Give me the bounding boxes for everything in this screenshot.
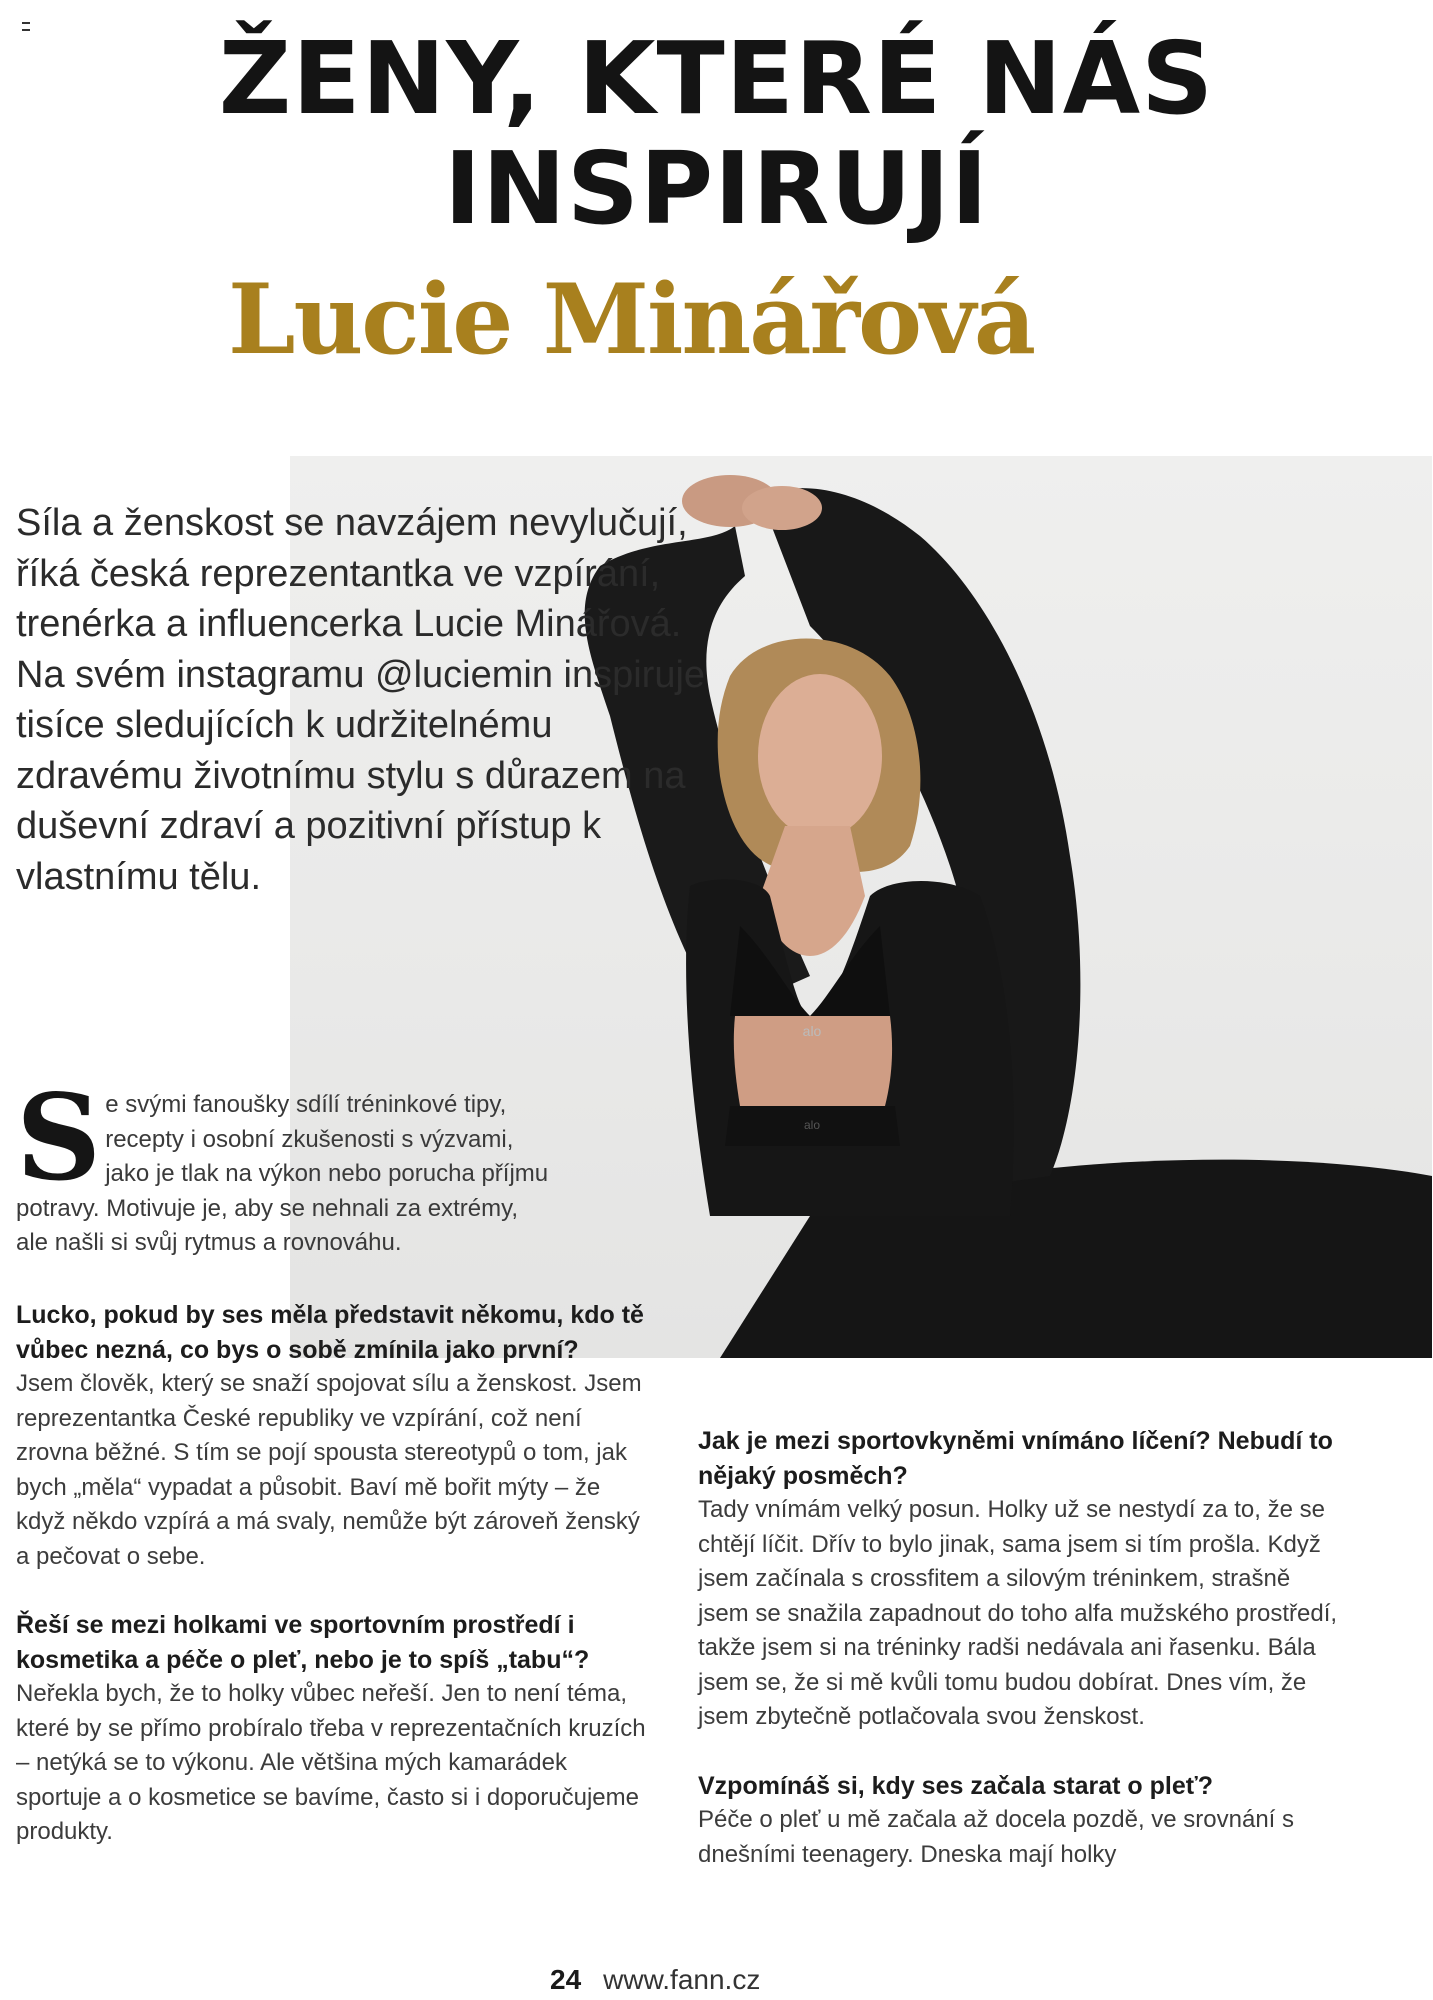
- intro-paragraph: [16, 1068, 556, 1261]
- interview-column-right: [698, 1424, 1338, 1906]
- interview-question: Řeší se mezi holkami ve sportovním prostředí i kosmetika a péče o pleť, nebo je to spíš „tabu“?: [16, 1611, 590, 1674]
- bra-logo-text: alo: [802, 1023, 822, 1039]
- interview-answer: Tady vnímám velký posun. Holky už se nestydí za to, že se chtějí líčit. Dřív to bylo jinak, sama jsem si tím prošla. Když jsem začínala s crossfitem a silovým tréninkem, strašně jsem se snažila zapadnout do toho alfa mužského prostředí, takže jsem si na tréninky radši nedávala ani řasenku. Bála jsem se, že si mě kvůli tomu budou dobírat. Dnes vím, že jsem zbytečně potlačovala svou ženskost.: [698, 1496, 1338, 1730]
- page-title: ŽENY, KTERÉ NÁS INSPIRUJÍ: [218, 20, 1215, 247]
- interview-question: Lucko, pokud by ses měla představit někomu, kdo tě vůbec nezná, co bys o sobě zmínila jako první?: [16, 1301, 644, 1364]
- drop-cap: S: [16, 1068, 102, 1207]
- interview-column-left: [16, 1298, 646, 1884]
- page-footer: [550, 1965, 760, 1995]
- interview-question: Vzpomínáš si, kdy ses začala starat o pleť?: [698, 1771, 1213, 1800]
- waistband-logo-text: alo: [803, 1118, 821, 1132]
- footer-url: www.fann.cz: [603, 1964, 761, 1995]
- page-number: 24: [550, 1964, 582, 1995]
- intro-text: e svými fanoušky sdílí tréninkové tipy, recepty i osobní zkušenosti s výzvami, jako je tlak na výkon nebo porucha příjmu potravy. Motivuje je, aby se nehnali za extrémy, ale našli si svůj rytmus a rovnováhu.: [16, 1091, 549, 1256]
- interview-answer: Péče o pleť u mě začala až docela pozdě, ve srovnání s dnešními teenagery. Dneska mají holky: [698, 1806, 1295, 1868]
- interview-answer: Neřekla bych, že to holky vůbec neřeší. Jen to není téma, které by se přímo probíralo třeba v reprezentačních kruzích – netýká se to výkonu. Ale většina mých kamarádek sportuje a o kosmetice se bavíme, často si i doporučujeme produkty.: [16, 1680, 646, 1845]
- lead-paragraph: Síla a ženskost se navzájem nevylučují, říká česká reprezentantka ve vzpírání, trenérka a influencerka Lucie Minářová. Na svém instagramu @luciemin inspiruje tisíce sledujících k udržitelnému zdravému životnímu stylu s důrazem na duševní zdraví a pozitivní přístup k vlastnímu tělu.: [16, 502, 706, 898]
- featured-name: Lucie Minářová: [228, 263, 1035, 376]
- interview-question: Jak je mezi sportovkyněmi vnímáno líčení? Nebudí to nějaký posměch?: [698, 1427, 1333, 1490]
- interview-answer: Jsem člověk, který se snaží spojovat sílu a ženskost. Jsem reprezentantka České republiky ve vzpírání, což není zrovna běžné. S tím se pojí spousta stereotypů o tom, jak bych „měla“ vypadat a působit. Baví mě bořit mýty – že když někdo vzpírá a má svaly, nemůže být zároveň ženský a pečovat o sebe.: [16, 1370, 642, 1570]
